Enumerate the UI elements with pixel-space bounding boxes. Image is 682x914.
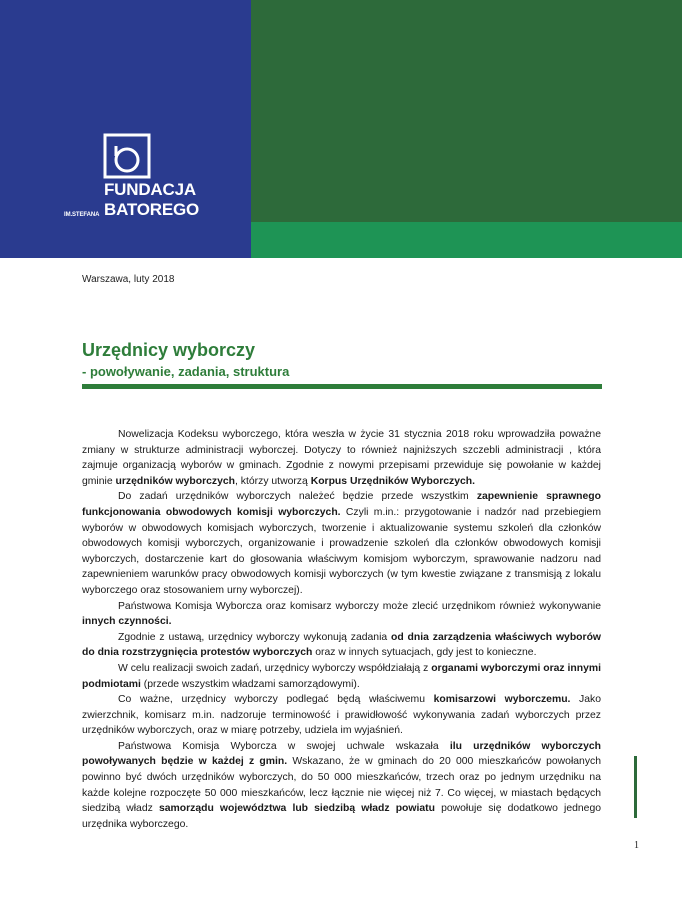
- bold-text: organami wyborczymi oraz innymi podmiotami: [82, 662, 602, 690]
- header-blue-panel: [0, 0, 251, 258]
- foundation-logo: [60, 128, 210, 228]
- paragraph-text: Zgodnie z ustawą, urzędnicy wyborczy wykonują zadania: [118, 631, 392, 643]
- paragraph-text: oraz w innych sytuacjach, gdy jest to konieczne.: [312, 647, 537, 659]
- title-divider: [82, 384, 602, 389]
- header-green-panel: [251, 0, 682, 222]
- bold-text: innych czynności.: [82, 616, 172, 628]
- page-number: 1: [634, 840, 639, 851]
- paragraph-text: Wskazano, że w gminach do 20 000 mieszkańców powołanych powinno być dwóch urzędników wyborczych, do 50 000 mieszkańców, trzech oraz po jednym urzędniku na każde kolejne rozpoczęte 50 000 mieszkańców, lecz łącznie nie więcej niż 7. Co więcej, w miastach będących siedzibą władz: [82, 756, 601, 815]
- document-body: [82, 427, 601, 832]
- paragraph-text: Co ważne, urzędnicy wyborczy podlegać będą właściwemu: [118, 694, 434, 706]
- body-paragraph: [82, 599, 601, 630]
- paragraph-text: W celu realizacji swoich zadań, urzędnicy wyborczy współdziałają z: [118, 662, 432, 674]
- body-paragraph: [82, 427, 601, 489]
- paragraph-text: (przede wszystkim władzami samorządowymi).: [140, 678, 360, 690]
- bold-text: samorządu województwa lub siedzibą władz powiatu: [158, 803, 435, 815]
- body-paragraph: [82, 739, 601, 833]
- logo-text-imienia: IM.STEFANA: [64, 212, 100, 218]
- body-paragraph: [82, 630, 601, 661]
- paragraph-text: powołuje się dodatkowo jednego urzędnika wyborczego.: [82, 803, 601, 830]
- header-green-strip: [251, 222, 682, 258]
- body-paragraph: [82, 489, 601, 598]
- bold-text: urzędników wyborczych: [115, 475, 236, 487]
- document-date: Warszawa, luty 2018: [82, 274, 175, 285]
- paragraph-text: Do zadań urzędników wyborczych należeć będzie przede wszystkim: [118, 491, 477, 503]
- bold-text: zapewnienie sprawnego funkcjonowania obwodowych komisji wyborczych.: [82, 491, 601, 518]
- paragraph-text: Państwowa Komisja Wyborcza w swojej uchwale wskazała: [118, 740, 450, 752]
- body-paragraph: [82, 661, 601, 692]
- paragraph-text: Czyli m.in.: przygotowanie i nadzór nad przebiegiem wyborów w obwodowych komisjach wyborczych, tworzenie i aktualizowanie systemu szkoleń dla członków obwodowych komisji wyborczych, organizowanie i prowadzenie szkoleń dla członków obwodowych komisji wyborczych, dostarczenie kart do głosowania właściwym komisjom wyborczym, sprawowanie nadzoru nad zapewnieniem warunków pracy obwodowych komisji wyborczych (w tym kwestie związane z transmisją z lokalu wyborczego oraz stosowaniem urny wyborczej).: [82, 506, 601, 596]
- bold-text: Korpus Urzędników Wyborczych.: [310, 475, 476, 487]
- bold-text: ilu urzędników wyborczych powoływanych będzie w każdej z gmin.: [82, 740, 601, 768]
- logo-emblem-icon: [102, 132, 152, 180]
- margin-accent-bar: [634, 756, 637, 818]
- logo-text-batorego: BATOREGO: [104, 200, 200, 219]
- paragraph-text: Jako zwierzchnik, komisarz m.in. nadzoruje terminowość i prawidłowość wykonywania zadań wyborczych przez urzędników wyborczych, oraz w miarę potrzeby, udziela im wyjaśnień.: [82, 694, 602, 737]
- bold-text: od dnia zarządzenia właściwych wyborów do dnia rozstrzygnięcia protestów wyborczych: [82, 631, 602, 659]
- document-subtitle: - powoływanie, zadania, struktura: [82, 364, 290, 379]
- bold-text: komisarzowi wyborczemu.: [433, 694, 571, 706]
- paragraph-text: Nowelizacja Kodeksu wyborczego, która weszła w życie 31 stycznia 2018 roku wprowadziła poważne zmiany w strukturze administracji wyborczej. Dotyczy to również najniższych szczebli administracji , która zajmuje organizacją wyborów w gminach. Zgodnie z nowymi przepisami przewiduje się powołanie w każdej gminie: [82, 429, 601, 487]
- paragraph-text: Państwowa Komisja Wyborcza oraz komisarz wyborczy może zlecić urzędnikom również wykonywanie: [118, 600, 601, 612]
- logo-text-fundacja: FUNDACJA: [104, 180, 196, 199]
- document-title: Urzędnicy wyborczy: [82, 340, 256, 360]
- body-paragraph: [82, 692, 601, 739]
- paragraph-text: , którzy utworzą: [235, 475, 311, 487]
